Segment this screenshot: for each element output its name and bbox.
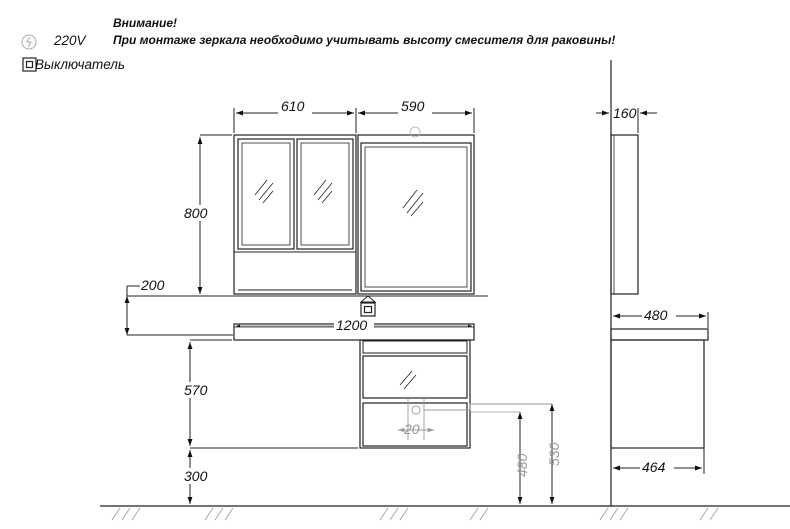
counter-depth-dim: 480 (644, 307, 668, 323)
voltage-label: 220V (54, 33, 86, 48)
mirror-panel (358, 127, 474, 294)
cabinet-depth-dim: 160 (613, 105, 637, 121)
floor-height-dim: 300 (184, 468, 208, 484)
mirror-height-dim: 800 (184, 205, 208, 221)
offset-dim: 200 (141, 277, 165, 293)
mirror-cabinet (234, 135, 356, 294)
switch-symbol (361, 296, 375, 316)
siphon-pipe (398, 398, 552, 440)
base-depth-dim: 464 (642, 459, 666, 475)
side-vanity (611, 329, 708, 448)
cabinet-width-dim: 610 (281, 98, 305, 114)
warning-title: Внимание! (113, 16, 178, 30)
warning-text: При монтаже зеркала необходимо учитывать высоту смесителя для раковины! (113, 33, 616, 47)
floor-hatch (112, 508, 718, 520)
pipe-width-dim: 20 (404, 421, 420, 437)
vanity-height-dim: 570 (184, 382, 208, 398)
switch-label: Выключатель (35, 57, 125, 72)
switch-icon (23, 58, 36, 71)
tap-height-480-dim: 480 (514, 453, 530, 477)
side-mirror-cabinet (611, 135, 638, 294)
tap-height-530-dim: 530 (546, 442, 562, 466)
power-socket-icon (22, 35, 36, 49)
mirror-width-dim: 590 (401, 98, 425, 114)
countertop-width-dim: 1200 (336, 317, 368, 333)
